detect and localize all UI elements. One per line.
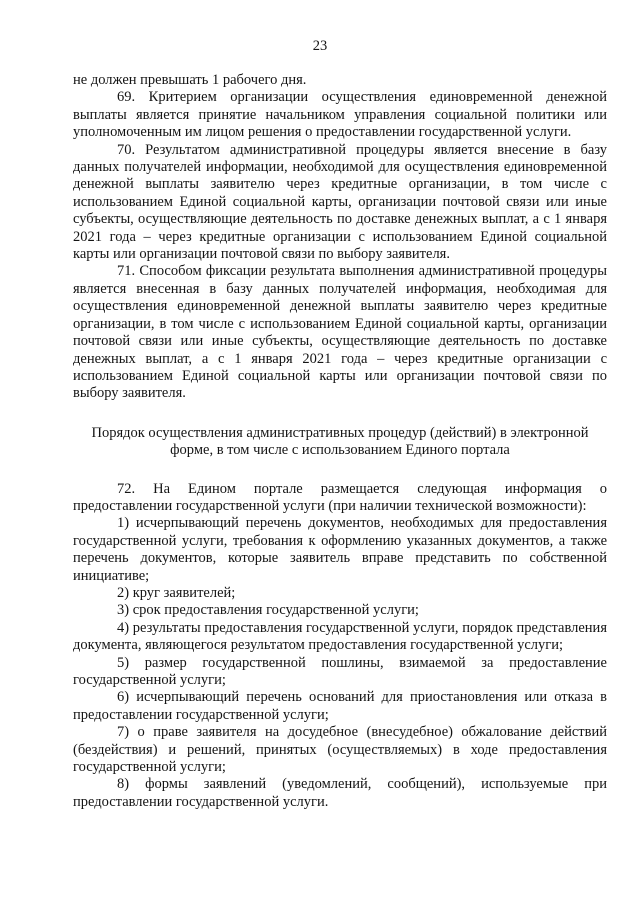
paragraph-72: 72. На Едином портале размещается следующая информация о предоставлении государственной услуги (при наличии технической возможности): (73, 480, 607, 514)
section-heading: Порядок осуществления административных процедур (действий) в электронной форме, в том числе с использованием Единого портала (91, 424, 589, 459)
list-item-3: 3) срок предоставления государственной услуги; (117, 602, 419, 619)
list-item-4: 4) результаты предоставления государственной услуги, порядок представления документа, являющегося результатом предоставления государственной услуги; (73, 619, 607, 654)
list-item-8: 8) формы заявлений (уведомлений, сообщений), используемые при предоставлении государственной услуги. (73, 776, 607, 810)
list-item-2: 2) круг заявителей; (117, 584, 236, 601)
document-body (73, 72, 607, 811)
paragraph-continuation: не должен превышать 1 рабочего дня. (73, 72, 307, 88)
list-item-6: 6) исчерпывающий перечень оснований для приостановления или отказа в предоставлении государственной услуги; (73, 689, 607, 723)
paragraph-69: 69. Критерием организации осуществления единовременной денежной выплаты является принятие начальником управления социальной политики или уполномоченным им лицом решения о предоставлении государственной услуги. (73, 89, 607, 141)
list-item-1: 1) исчерпывающий перечень документов, необходимых для предоставления государственной услуги, требования к оформлению указанных документов, а также перечень документов, которые заявитель вправе представить по собственной инициативе; (73, 515, 607, 584)
page-number: 23 (312, 38, 328, 54)
list-item-5: 5) размер государственной пошлины, взимаемой за предоставление государственной услуги; (73, 654, 607, 688)
paragraph-70: 70. Результатом административной процедуры является внесение в базу данных получателей информации, необходимой для осуществления единовременной денежной выплаты заявителю через кредитные организации, в том числе с использованием Единой социальной карты, организации почтовой связи или иные субъекты, осуществляющие деятельность по доставке денежных выплат, а с 1 января 2021 года – через кредитные организации с использованием Единой социальной карты или организации почтовой связи по выбору заявителя. (73, 141, 607, 263)
paragraph-71: 71. Способом фиксации результата выполнения административной процедуры является внесенная в базу данных получателей информация, необходимая для осуществления единовременной денежной выплаты заявителю через кредитные организации, в том числе с использованием Единой социальной карты, организации почтовой связи или иные субъекты, осуществляющие деятельность по доставке денежных выплат, а с 1 января 2021 года – через кредитные организации с использованием Единой социальной карты или организации почтовой связи по выбору заявителя. (73, 263, 607, 402)
list-item-7: 7) о праве заявителя на досудебное (внесудебное) обжалование действий (бездействия) и решений, принятых (осуществляемых) в ходе предоставления государственной услуги; (73, 724, 607, 776)
